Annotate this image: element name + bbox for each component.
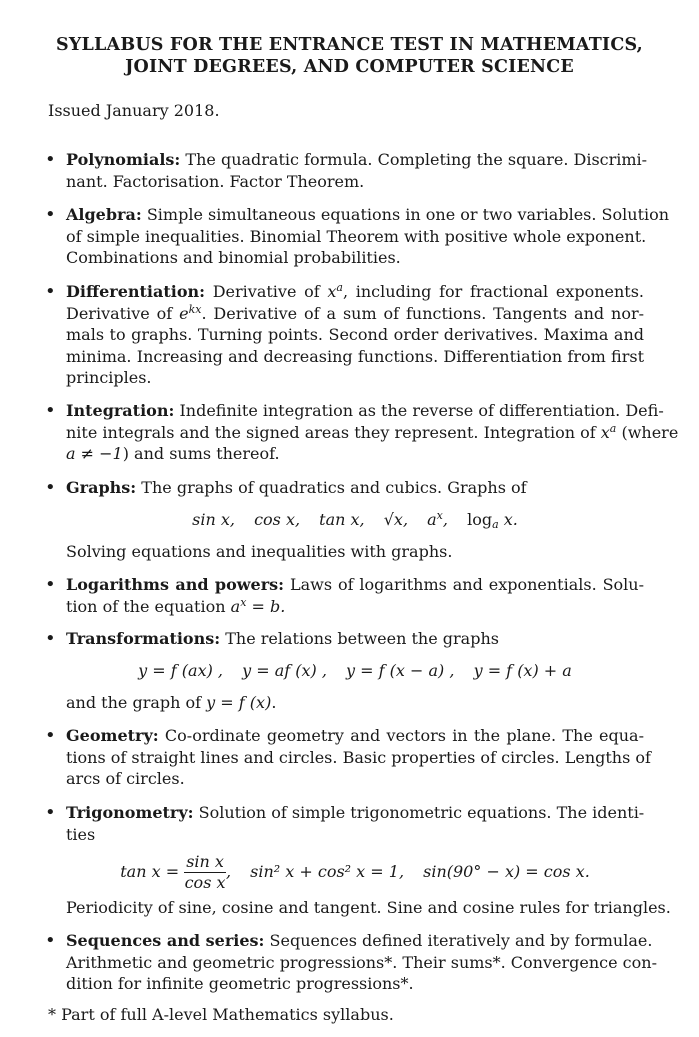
bullet-polynomials: • (45, 149, 56, 170)
bullet-transformations: • (45, 628, 56, 649)
graphs-after-text: Solving equations and inequalities with graphs. (66, 542, 453, 561)
section-sequences: Sequences and series: Sequences defined iteratively and by formulae. Arithmetic and geometric progressions*. Their sums*. Convergence con- dition for infinite geometric progressions*. (66, 931, 657, 993)
footnote: * Part of full A-level Mathematics syllabus. (48, 1005, 394, 1024)
title-line-1: SYLLABUS FOR THE ENTRANCE TEST IN MATHEMATICS, (56, 35, 643, 55)
bullet-logarithms: • (45, 574, 56, 595)
heading-transformations: Transformations: (66, 629, 221, 648)
heading-sequences: Sequences and series: (66, 931, 265, 950)
section-integration: Integration: Indefinite integration as the reverse of differentiation. Defi- nite integrals and the signed areas they represent. Integration of $x^a$ (where a ≠ −1) and sums thereof. (66, 401, 679, 463)
sin-over-cos-fraction: $\frac{\text{sin x}}{\text{cos x}}$ (184, 852, 226, 892)
bullet-algebra: • (45, 204, 56, 225)
transformations-after-text: and the graph of y = f (x). (66, 693, 277, 712)
bullet-geometry: • (45, 725, 56, 746)
bullet-trigonometry: • (45, 802, 56, 823)
bullet-sequences: • (45, 930, 56, 951)
graphs-function-list: sin x, cos x, tan x, √x, $a^x$, $\log_a x$. (192, 509, 518, 531)
heading-graphs: Graphs: (66, 478, 137, 497)
title-line-2: JOINT DEGREES, AND COMPUTER SCIENCE (125, 57, 574, 77)
heading-polynomials: Polynomials: (66, 150, 181, 169)
bullet-differentiation: • (45, 281, 56, 302)
trig-after-text: Periodicity of sine, cosine and tangent. Sine and cosine rules for triangles. (66, 898, 671, 917)
transformations-formulas: y = f (ax) , y = af (x) , y = f (x − a) , y = f (x) + a (138, 661, 572, 680)
section-logarithms: Logarithms and powers: Laws of logarithms and exponentials. Solu- tion of the equation $a^x = b$. (66, 575, 644, 616)
section-graphs: Graphs: The graphs of quadratics and cubics. Graphs of (66, 478, 527, 497)
section-polynomials: Polynomials: The quadratic formula. Completing the square. Discrimi- nant. Factorisation. Factor Theorem. (66, 150, 648, 191)
section-geometry: Geometry: Co-ordinate geometry and vectors in the plane. The equa- tions of straight lines and circles. Basic properties of circles. Lengths of arcs of circles. (66, 726, 651, 788)
bullet-graphs: • (45, 477, 56, 498)
document-title (0, 34, 699, 78)
issued-date: Issued January 2018. (48, 101, 220, 120)
heading-algebra: Algebra: (66, 205, 142, 224)
heading-logarithms: Logarithms and powers: (66, 575, 285, 594)
section-differentiation: Differentiation: Derivative of $x^a$, including for fractional exponents. Derivative of $e^{kx}$. Derivative of a sum of functions. Tangents and nor- mals to graphs. Turning points. Second order derivatives. Maxima and minima. Increasing and decreasing functions. Differentiation from first principles. (66, 281, 645, 387)
heading-integration: Integration: (66, 401, 175, 420)
heading-geometry: Geometry: (66, 726, 159, 745)
section-algebra: Algebra: Simple simultaneous equations in one or two variables. Solution of simple inequalities. Binomial Theorem with positive whole exponent. Combinations and binomial probabilities. (66, 205, 670, 267)
section-transformations: Transformations: The relations between the graphs (66, 629, 499, 648)
heading-differentiation: Differentiation: (66, 282, 206, 301)
trig-identities: tan x = $\frac{\text{sin x}}{\text{cos x}}$ , sin² x + cos² x = 1, sin(90° − x) = cos x. (120, 852, 590, 892)
section-trigonometry: Trigonometry: Solution of simple trigonometric equations. The identi- ties (66, 803, 645, 844)
bullet-integration: • (45, 400, 56, 421)
heading-trigonometry: Trigonometry: (66, 803, 194, 822)
